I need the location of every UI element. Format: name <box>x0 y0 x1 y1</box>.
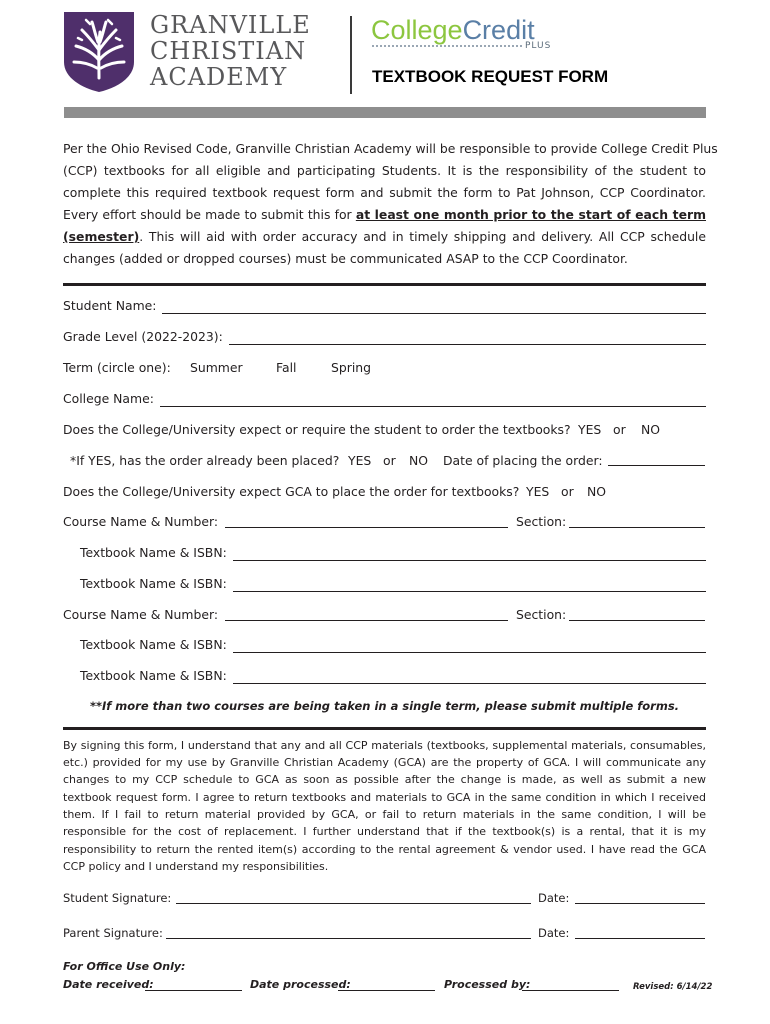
order-date-field[interactable] <box>608 465 705 466</box>
date-received-label: Date received: <box>63 978 154 991</box>
ccp-logo-college: College <box>371 15 463 45</box>
textbook-2a-label: Textbook Name & ISBN: <box>80 637 227 652</box>
parent-signature-field[interactable] <box>166 938 531 939</box>
term-option-summer[interactable]: Summer <box>190 360 243 375</box>
school-name-line-1: GRANVILLE <box>150 11 311 39</box>
term-option-fall[interactable]: Fall <box>276 360 297 375</box>
header-rule <box>64 107 706 118</box>
college-name-field[interactable] <box>160 394 706 407</box>
date-processed-label: Date processed: <box>250 978 351 991</box>
question-gca-orders: Does the College/University expect GCA to place the order for textbooks? <box>63 484 520 499</box>
consent-line-6: responsible for the cost of replacement. I further understand that if the textbook(s) is a rental, that it is my <box>63 825 706 838</box>
college-name-row <box>63 391 706 407</box>
office-use-heading: For Office Use Only: <box>63 960 186 973</box>
consent-line-3: changes to my CCP schedule to GCA as soon as possible after the change is made, as well as submit a new <box>63 773 706 786</box>
question-student-orders-or: or <box>613 422 626 437</box>
textbook-1a-row <box>80 545 706 561</box>
ccp-logo-plus: PLUS <box>525 41 552 51</box>
textbook-2b-row <box>80 668 706 684</box>
student-signature-field[interactable] <box>176 903 531 904</box>
grade-level-row <box>63 329 706 345</box>
textbook-1b-field[interactable] <box>233 579 706 592</box>
consent-line-2: etc.) provided for my use by Granville Christian Academy (GCA) are the property of GCA. I will communicate any <box>63 756 706 769</box>
intro-semester-emphasis: (semester) <box>63 229 140 244</box>
textbook-2b-field[interactable] <box>233 671 706 684</box>
intro-line-5 <box>63 226 706 248</box>
student-name-label: Student Name: <box>63 298 157 313</box>
section-2-label: Section: <box>516 607 567 622</box>
course-1-label: Course Name & Number: <box>63 514 219 529</box>
school-name-line-2: CHRISTIAN <box>150 37 307 65</box>
consent-line-1: By signing this form, I understand that any and all CCP materials (textbooks, supplemental materials, consumables, <box>63 739 706 752</box>
student-date-field[interactable] <box>575 903 705 904</box>
textbook-2b-label: Textbook Name & ISBN: <box>80 668 227 683</box>
question-order-placed-or: or <box>383 453 396 468</box>
consent-line-4: textbook request form. I agree to return textbooks and materials to GCA in the same condition in which I received <box>63 791 706 804</box>
student-date-label: Date: <box>538 891 570 905</box>
section-divider-top <box>63 283 706 286</box>
textbook-2a-row <box>80 637 706 653</box>
consent-line-7: responsibility to return the rented item(s) according to the rental agreement & vendor used. I have read the GCA <box>63 843 706 856</box>
question-gca-orders-yes[interactable]: YES <box>526 484 550 499</box>
intro-line-3: complete this required textbook request form and submit the form to Pat Johnson, CCP Coordinator. <box>63 185 706 200</box>
question-order-placed-no[interactable]: NO <box>409 453 429 468</box>
intro-line-4-text: Every effort should be made to submit this for <box>63 207 356 222</box>
student-name-row <box>63 298 706 314</box>
parent-date-label: Date: <box>538 926 570 940</box>
section-2-field[interactable] <box>569 620 705 621</box>
college-name-label: College Name: <box>63 391 154 406</box>
ccp-logo-dots <box>372 45 522 47</box>
consent-line-5: them. If I fail to return material provided by GCA, or fail to return materials in the same condition, I will be <box>63 808 706 821</box>
term-option-spring[interactable]: Spring <box>331 360 371 375</box>
header-divider <box>350 16 352 94</box>
school-logo-icon <box>64 12 134 92</box>
question-gca-orders-no[interactable]: NO <box>587 484 607 499</box>
question-gca-orders-or: or <box>561 484 574 499</box>
processed-by-label: Processed by: <box>444 978 531 991</box>
grade-level-field[interactable] <box>229 332 706 345</box>
question-order-placed: *If YES, has the order already been placed? <box>70 453 340 468</box>
consent-line-8: CCP policy and I understand my responsibilities. <box>63 860 329 873</box>
student-signature-label: Student Signature: <box>63 891 172 905</box>
form-title: TEXTBOOK REQUEST FORM <box>372 67 609 86</box>
order-date-label: Date of placing the order: <box>443 453 603 468</box>
intro-line-2: (CCP) textbooks for all eligible and participating Students. It is the responsibility of the student to <box>63 163 706 178</box>
intro-line-1: Per the Ohio Revised Code, Granville Christian Academy will be responsible to provide College Credit Plus <box>63 141 718 156</box>
parent-date-field[interactable] <box>575 938 705 939</box>
section-1-label: Section: <box>516 514 567 529</box>
section-1-field[interactable] <box>569 527 705 528</box>
revision-date: Revised: 6/14/22 <box>633 982 713 992</box>
student-name-field[interactable] <box>162 301 706 314</box>
intro-line-5-text: . This will aid with order accuracy and in timely shipping and delivery. All CCP schedule <box>139 229 706 244</box>
question-student-orders: Does the College/University expect or require the student to order the textbooks? <box>63 422 571 437</box>
textbook-1b-row <box>80 576 706 592</box>
term-label: Term (circle one): <box>63 360 171 375</box>
processed-by-field[interactable] <box>522 990 619 991</box>
intro-line-6: changes (added or dropped courses) must be communicated ASAP to the CCP Coordinator. <box>63 251 628 266</box>
question-student-orders-yes[interactable]: YES <box>578 422 602 437</box>
question-order-placed-yes[interactable]: YES <box>348 453 372 468</box>
course-2-field[interactable] <box>225 620 508 621</box>
date-received-field[interactable] <box>145 990 242 991</box>
parent-signature-label: Parent Signature: <box>63 926 163 940</box>
date-processed-field[interactable] <box>338 990 435 991</box>
textbook-1a-label: Textbook Name & ISBN: <box>80 545 227 560</box>
intro-deadline-emphasis: at least one month prior to the start of each term <box>355 207 706 222</box>
ccp-logo <box>371 14 535 46</box>
textbook-1b-label: Textbook Name & ISBN: <box>80 576 227 591</box>
ccp-logo-credit: Credit <box>462 15 535 45</box>
grade-level-label: Grade Level (2022-2023): <box>63 329 223 344</box>
course-1-field[interactable] <box>225 527 508 528</box>
textbook-1a-field[interactable] <box>233 548 706 561</box>
question-student-orders-no[interactable]: NO <box>641 422 661 437</box>
textbook-2a-field[interactable] <box>233 640 706 653</box>
intro-line-4 <box>63 204 706 226</box>
section-divider-bottom <box>63 727 706 730</box>
school-name-line-3: ACADEMY <box>150 63 288 91</box>
multiple-forms-note: **If more than two courses are being taken in a single term, please submit multiple forms. <box>89 699 680 713</box>
course-2-label: Course Name & Number: <box>63 607 219 622</box>
